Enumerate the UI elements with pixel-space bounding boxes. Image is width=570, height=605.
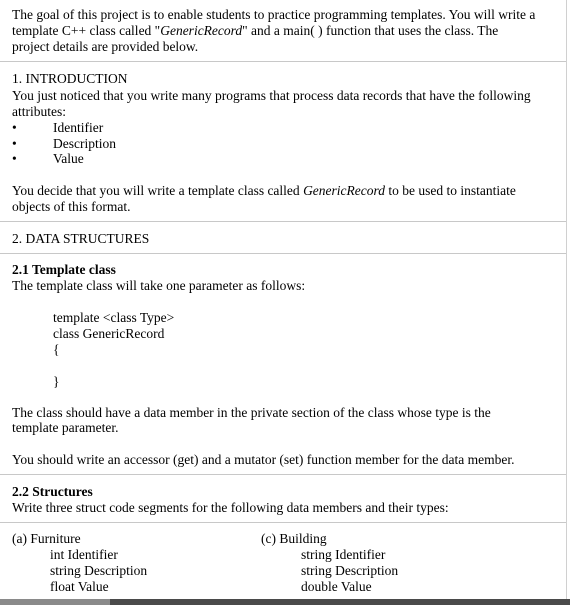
struct-furniture-member: float Value (50, 579, 109, 594)
code-line-open-brace: { (53, 342, 60, 357)
section-2-paragraph-line-1: The class should have a data member in the private section of the class whose type is the (12, 405, 491, 420)
struct-building-title: (c) Building (261, 531, 327, 546)
intro-line-2-start: template C++ class called " (12, 23, 161, 38)
section-2-heading: 2. DATA STRUCTURES (12, 231, 150, 246)
bullet-item-value: Value (53, 151, 84, 166)
struct-building-member: string Identifier (301, 547, 386, 562)
section-2-paragraph-line-3: You should write an accessor (get) and a mutator (set) function member for the data member. (12, 452, 515, 467)
struct-building-member: string Description (301, 563, 399, 578)
class-name-emphasis: GenericRecord (303, 183, 386, 198)
page-edge-line (566, 0, 567, 605)
subsection-2-2-heading: 2.2 Structures (12, 484, 93, 499)
intro-line-2-end: " and a main( ) function that uses the class. The (242, 23, 499, 38)
bullet-item-description: Description (53, 136, 116, 151)
code-line-template: template <class Type> (53, 310, 175, 325)
section-1-paragraph-line-1: You just noticed that you write many programs that process data records that have the following (12, 88, 531, 103)
class-name-emphasis: GenericRecord (160, 23, 243, 38)
subsection-2-2-text: Write three struct code segments for the following data members and their types: (12, 500, 449, 515)
section-divider (0, 522, 566, 523)
intro-line-2 (12, 23, 498, 39)
section-1-p3-end: to be used to instantiate (385, 183, 516, 198)
struct-building-member: double Value (301, 579, 372, 594)
code-line-class: class GenericRecord (53, 326, 165, 341)
section-1-paragraph-line-2: attributes: (12, 104, 66, 119)
section-1-paragraph-line-4: objects of this format. (12, 199, 131, 214)
bullet-item-identifier: Identifier (53, 120, 104, 135)
bullet-dot: • (12, 151, 17, 166)
bottom-scroll-thumb[interactable] (0, 599, 110, 605)
section-divider (0, 61, 566, 62)
bullet-dot: • (12, 120, 17, 135)
section-1-p3-start: You decide that you will write a template class called (12, 183, 304, 198)
section-2-paragraph-line-2: template parameter. (12, 420, 119, 435)
subsection-2-1-text: The template class will take one parameter as follows: (12, 278, 306, 293)
section-1-paragraph-line-3 (12, 183, 516, 199)
intro-line-3: project details are provided below. (12, 39, 199, 54)
struct-furniture-member: string Description (50, 563, 148, 578)
section-divider (0, 474, 566, 475)
section-divider (0, 253, 566, 254)
struct-furniture-member: int Identifier (50, 547, 118, 562)
struct-furniture-title: (a) Furniture (12, 531, 81, 546)
section-1-heading: 1. INTRODUCTION (12, 71, 128, 86)
intro-line-1: The goal of this project is to enable students to practice programming templates. You will write a (12, 7, 536, 22)
code-line-close-brace: } (53, 374, 60, 389)
bullet-dot: • (12, 136, 17, 151)
section-divider (0, 221, 566, 222)
subsection-2-1-heading: 2.1 Template class (12, 262, 116, 277)
